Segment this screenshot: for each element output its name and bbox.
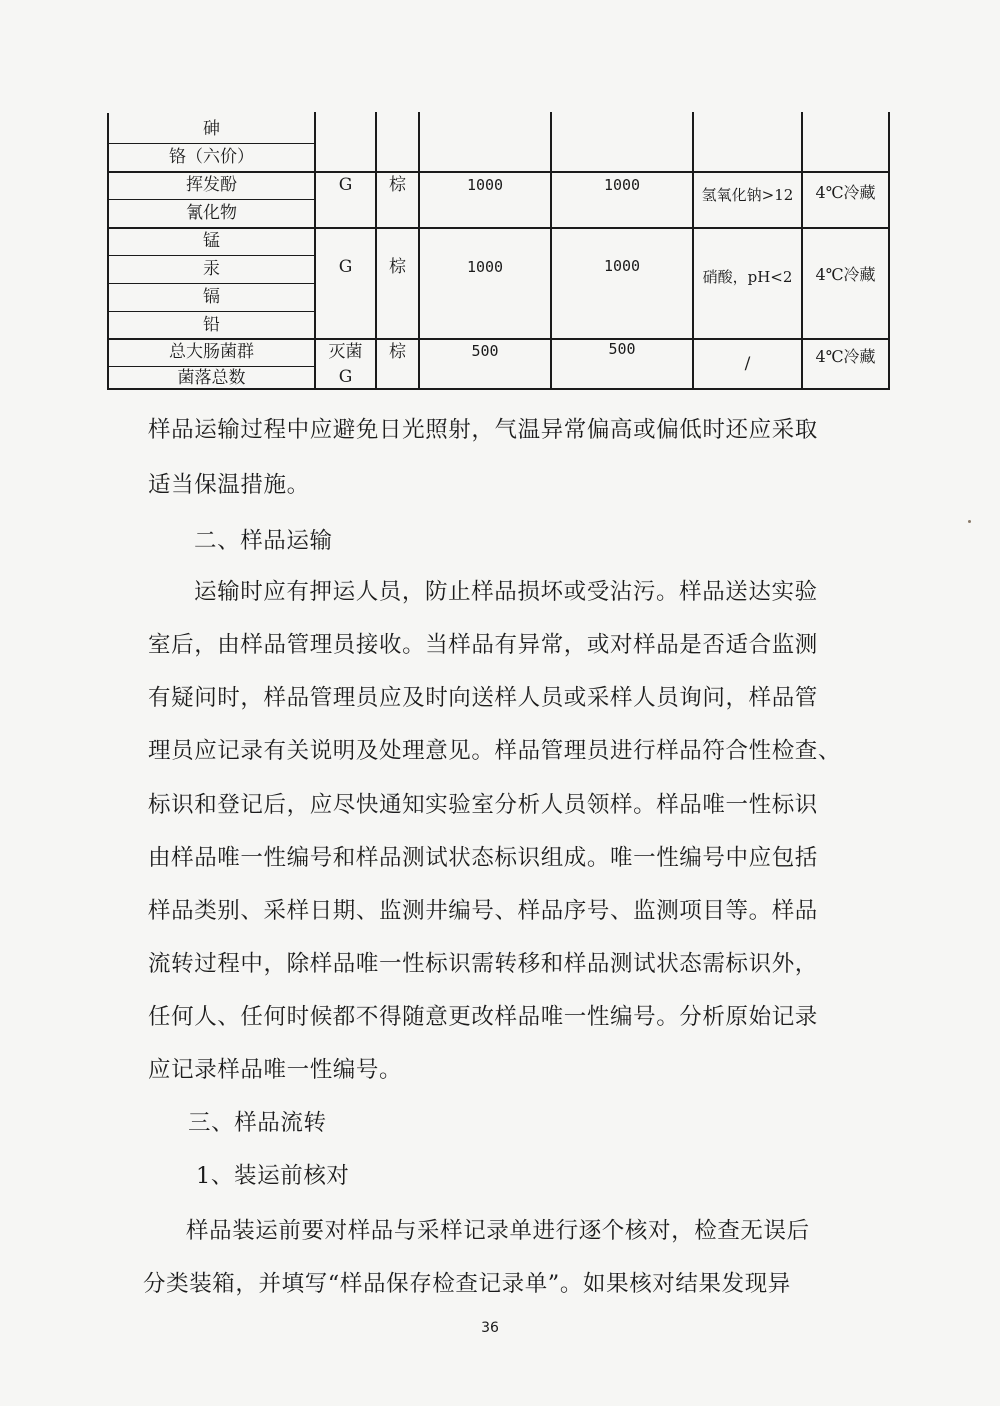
paragraph-line: 任何人、任何时候都不得随意更改样品唯一性编号。分析原始记录	[148, 1004, 818, 1030]
paragraph-line: 有疑问时，样品管理员应及时向送样人员或采样人员询问，样品管	[148, 685, 818, 711]
g2-preservative: 硝酸，pH<2	[702, 267, 793, 286]
g1-container: G	[338, 174, 353, 195]
g1-volume-1: 1000	[466, 175, 504, 194]
row-label-chromium: 铬（六价）	[169, 147, 254, 167]
sample-preservation-table	[107, 108, 890, 390]
g2-volume-1: 1000	[466, 257, 504, 276]
g2-container: G	[338, 256, 353, 277]
g3-preservative: /	[744, 353, 751, 374]
paragraph-line: 分类装箱，并填写“样品保存检查记录单”。如果核对结果发现异	[143, 1271, 791, 1297]
g2-volume-2: 1000	[603, 256, 641, 275]
paragraph-line: 适当保温措施。	[148, 472, 310, 498]
section-heading-sample-circulation: 三、样品流转	[188, 1110, 327, 1136]
section-heading-sample-transport: 二、样品运输	[194, 528, 333, 554]
scan-speck	[968, 520, 971, 523]
paragraph-line: 由样品唯一性编号和样品测试状态标识组成。唯一性编号中应包括	[148, 845, 818, 871]
table-border-right	[888, 112, 890, 390]
g2-bottle-color: 棕	[389, 256, 406, 277]
subsection-heading-pre-shipment-check: 1、装运前核对	[196, 1163, 350, 1189]
row-label-manganese: 锰	[203, 231, 220, 251]
paragraph-line: 样品装运前要对样品与采样记录单进行逐个核对，检查无误后	[186, 1218, 810, 1244]
g3-container-line2: G	[338, 366, 353, 387]
paragraph-line: 应记录样品唯一性编号。	[148, 1057, 403, 1083]
page-number: 36	[481, 1320, 499, 1336]
g3-bottle-color: 棕	[389, 341, 406, 362]
g3-container-line1: 灭菌	[328, 341, 363, 362]
row-label-volatile-phenol: 挥发酚	[186, 175, 237, 195]
row-label-arsenic: 砷	[203, 119, 220, 139]
paragraph-line: 流转过程中，除样品唯一性标识需转移和样品测试状态需标识外，	[148, 951, 818, 977]
row-label-mercury: 汞	[203, 259, 220, 279]
g3-volume-2: 500	[608, 339, 636, 358]
paragraph-line: 理员应记录有关说明及处理意见。样品管理员进行样品符合性检查、	[148, 738, 842, 764]
g1-bottle-color: 棕	[389, 174, 406, 195]
paragraph-line: 标识和登记后，应尽快通知实验室分析人员领样。样品唯一性标识	[148, 792, 818, 818]
g1-preservative: 氢氧化钠>12	[701, 185, 794, 204]
g1-volume-2: 1000	[603, 175, 641, 194]
g1-storage: 4℃冷藏	[815, 183, 876, 202]
row-label-cadmium: 镉	[203, 287, 220, 307]
g2-storage: 4℃冷藏	[815, 265, 876, 284]
g3-storage: 4℃冷藏	[815, 347, 876, 366]
paragraph-line: 样品类别、采样日期、监测井编号、样品序号、监测项目等。样品	[148, 898, 818, 924]
paragraph-line: 运输时应有押运人员，防止样品损坏或受沾污。样品送达实验	[194, 579, 818, 605]
row-label-cyanide: 氰化物	[186, 203, 237, 223]
row-label-lead: 铅	[203, 315, 220, 335]
g3-volume-1: 500	[471, 341, 499, 360]
row-label-total-coliform: 总大肠菌群	[169, 342, 254, 362]
row-label-colony-count: 菌落总数	[177, 367, 246, 388]
paragraph-line: 室后，由样品管理员接收。当样品有异常，或对样品是否适合监测	[148, 632, 818, 658]
table-divider	[692, 112, 694, 390]
paragraph-line: 样品运输过程中应避免日光照射，气温异常偏高或偏低时还应采取	[148, 417, 818, 443]
